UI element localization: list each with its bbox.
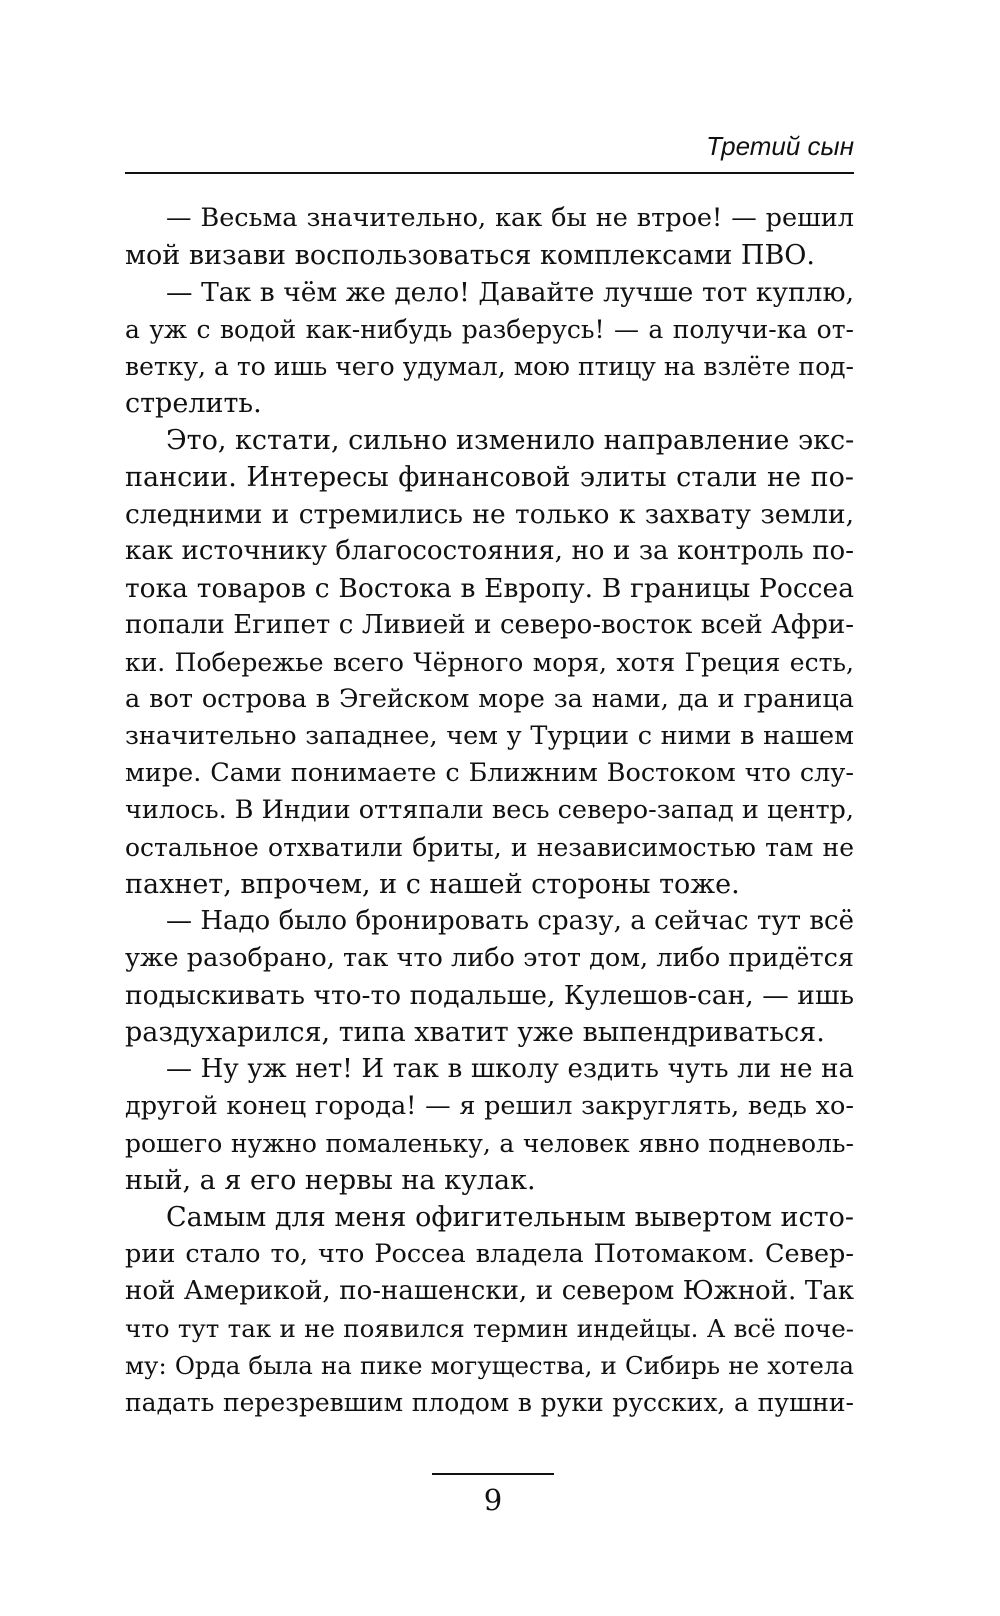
text-line: ный, а я его нервы на кулак.: [125, 1165, 536, 1196]
text-line: пансии. Интересы финансовой элиты стали не по-: [125, 462, 854, 493]
text-line: ной Америкой, по-нашенски, и севером Южной. Так: [125, 1276, 854, 1306]
text-line: — Ну уж нет! И так в школу ездить чуть ли не на: [166, 1054, 854, 1084]
text-line: падать перезревшим плодом в руки русских, а пушни-: [125, 1388, 854, 1417]
text-line: значительно западнее, чем у Турции с ними в нашем: [125, 721, 854, 751]
text-line: Это, кстати, сильно изменило направление экс-: [166, 425, 855, 456]
text-line: раздухарился, типа хватит уже выпендриваться.: [125, 1017, 825, 1048]
text-line: как источнику благосостояния, но и за контроль по-: [125, 536, 854, 566]
text-line: — Так в чём же дело! Давайте лучше тот куплю,: [166, 277, 854, 308]
text-line: другой конец города! — я решил закруглять, ведь хо-: [125, 1091, 854, 1121]
text-line: а вот острова в Эгейском море за нами, да и граница: [125, 684, 854, 714]
text-line: что тут так и не появился термин индейцы. А всё поче-: [125, 1314, 854, 1343]
text-line: тока товаров с Востока в Европу. В границы Россеа: [125, 573, 854, 604]
text-line: остальное отхватили бриты, и независимостью там не: [125, 833, 854, 862]
text-line: уже разобрано, так что либо этот дом, либо придётся: [125, 943, 854, 973]
text-line: мой визави воспользоваться комплексами ПВО.: [125, 240, 816, 271]
text-line: рии стало то, что Россеа владела Потомаком. Север-: [125, 1239, 854, 1269]
text-line: подыскивать что-то подальше, Кулешов-сан, — ишь: [125, 980, 854, 1011]
body-text: [125, 200, 854, 1421]
text-line: пахнет, впрочем, и с нашей стороны тоже.: [125, 869, 740, 900]
text-line: следними и стремились не только к захвату земли,: [125, 499, 854, 530]
text-line: — Весьма значительно, как бы не втрое! — решил: [166, 203, 854, 233]
text-line: — Надо было бронировать сразу, а сейчас тут всё: [166, 906, 854, 936]
page-number: 9: [483, 1483, 503, 1517]
text-line: мире. Сами понимаете с Ближним Востоком что слу-: [125, 758, 854, 788]
text-line: стрелить.: [125, 388, 262, 419]
footer-rule: [432, 1473, 554, 1475]
text-line: ветку, а то ишь чего удумал, мою птицу на взлёте под-: [125, 352, 854, 381]
text-line: му: Орда была на пике могущества, и Сибирь не хотела: [125, 1351, 854, 1380]
text-line: чилось. В Индии оттяпали весь северо-запад и центр,: [125, 795, 854, 825]
running-title: Третий сын: [706, 131, 854, 161]
text-line: Самым для меня офигительным вывертом исто-: [166, 1202, 854, 1233]
text-line: ки. Побережье всего Чёрного моря, хотя Греция есть,: [125, 648, 854, 677]
text-line: попали Египет с Ливией и северо-восток всей Афри-: [125, 610, 854, 640]
text-line: а уж с водой как-нибудь разберусь! — а получи-ка от-: [125, 315, 854, 344]
text-line: рошего нужно помаленьку, а человек явно подневоль-: [125, 1129, 854, 1158]
header-rule: [125, 172, 854, 174]
